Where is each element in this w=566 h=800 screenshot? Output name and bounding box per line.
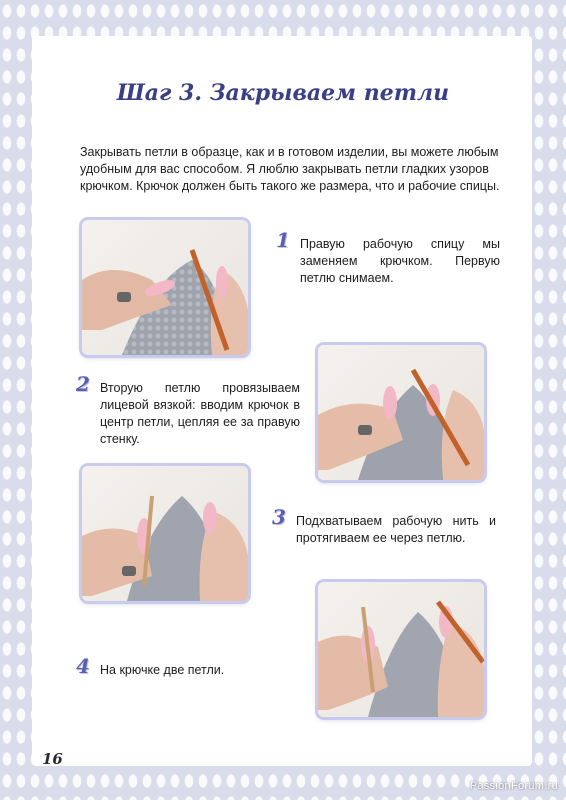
step-number: 4 [76, 654, 90, 678]
photo-step-2 [318, 345, 484, 480]
step-3 [272, 505, 496, 547]
photo-step-4 [318, 582, 484, 717]
step-number: 3 [272, 505, 286, 529]
knitting-hands-image [82, 466, 248, 601]
step-2 [76, 372, 300, 448]
step-text: Вторую петлю провязываем лицевой вязкой: вводим крючок в центр петли, цепляя ее за правую стенку. [100, 381, 300, 446]
knitting-hands-image [82, 220, 248, 355]
watermark: PassionForum.ru [469, 780, 558, 792]
step-text: Правую рабочую спицу мы заменяем крючком. Первую петлю снимаем. [300, 237, 500, 285]
photo-step-1 [82, 220, 248, 355]
photo-step-3 [82, 466, 248, 601]
step-text: На крючке две петли. [100, 663, 225, 677]
step-1 [276, 228, 500, 287]
step-4 [76, 654, 300, 679]
knitting-hands-image [318, 345, 484, 480]
step-text: Подхватываем рабочую нить и протягиваем ее через петлю. [296, 514, 496, 545]
step-number: 2 [76, 372, 90, 396]
knitting-hands-image [318, 582, 484, 717]
intro-paragraph: Закрывать петли в образце, как и в готовом изделии, вы можете любым удобным для вас способом. Я люблю закрывать петли гладких узоров крючком. Крючок должен быть такого же размера, что и рабочие спицы. [80, 145, 500, 193]
page-title: Шаг 3. Закрываем петли [116, 80, 450, 106]
page-number: 16 [42, 750, 63, 768]
step-number: 1 [276, 228, 290, 252]
